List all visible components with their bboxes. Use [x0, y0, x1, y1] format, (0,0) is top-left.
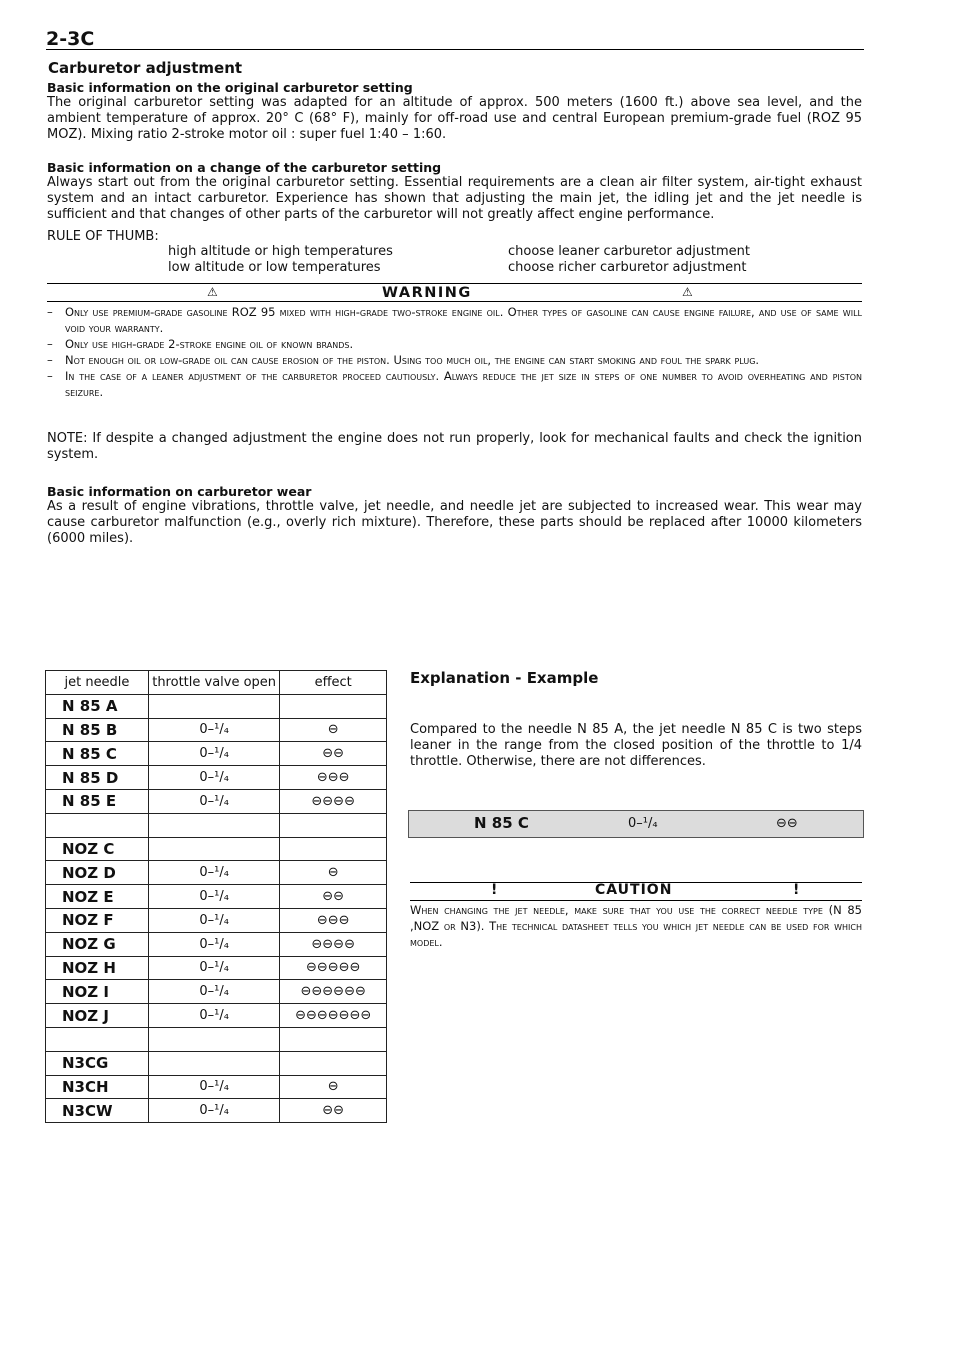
table-row — [46, 908, 387, 932]
table-row — [46, 694, 387, 718]
throttle-cell: 0–¹/₄ — [148, 861, 279, 885]
table-row — [46, 789, 387, 813]
throttle-cell — [148, 1051, 279, 1075]
warning-triangle-icon: ⚠ — [682, 285, 693, 299]
table-row — [46, 718, 387, 742]
example-row — [408, 810, 864, 838]
table-header-cell: throttle valve open — [148, 671, 279, 695]
throttle-cell: 0–¹/₄ — [148, 718, 279, 742]
caution-text: When changing the jet needle, make sure that you use the correct needle type (N 85 ,NOZ or N3). The technical datasheet tells you which jet needle can be used for which model. — [410, 903, 862, 949]
throttle-cell: 0–¹/₄ — [148, 1004, 279, 1028]
change-setting-text: Always start out from the original carburetor setting. Essential requirements are a clean air filter system, air-tight exhaust system and an intact carburetor. Experience has shown that adjusting the main jet, the idling jet and the jet needle is sufficient and that changes of other parts of the carburetor will not greatly affect engine performance. — [47, 175, 862, 222]
table-row — [46, 837, 387, 861]
throttle-cell: 0–¹/₄ — [148, 956, 279, 980]
effect-cell: ⊖⊖⊖ — [280, 908, 387, 932]
original-setting-heading: Basic information on the original carburetor setting — [47, 80, 413, 95]
warning-bottom-rule — [47, 301, 862, 302]
effect-cell — [280, 837, 387, 861]
needle-cell: NOZ E — [46, 885, 149, 909]
explanation-text: Compared to the needle N 85 A, the jet needle N 85 C is two steps leaner in the range from the closed position of the throttle to 1/4 throttle. Otherwise, there are not differences. — [410, 722, 862, 769]
rule-of-thumb-label: RULE OF THUMB: — [47, 229, 159, 244]
warning-item: – Only use premium-grade gasoline ROZ 95 mixed with high-grade two-stroke engine oil. Other types of gasoline can cause engine failure, and use of same will void your warranty. — [47, 305, 862, 335]
effect-cell: ⊖⊖⊖⊖ — [280, 932, 387, 956]
table-header-row — [46, 671, 387, 695]
effect-cell — [280, 1027, 387, 1051]
example-throttle: 0–¹/₄ — [628, 816, 658, 831]
needle-cell: N 85 C — [46, 742, 149, 766]
table-row — [46, 861, 387, 885]
throttle-cell: 0–¹/₄ — [148, 885, 279, 909]
rule-condition-high: high altitude or high temperatures — [168, 244, 393, 259]
throttle-cell: 0–¹/₄ — [148, 980, 279, 1004]
effect-cell: ⊖⊖⊖⊖⊖⊖⊖ — [280, 1004, 387, 1028]
table-row — [46, 956, 387, 980]
needle-cell: NOZ G — [46, 932, 149, 956]
needle-cell: N 85 D — [46, 766, 149, 790]
warning-list — [47, 304, 862, 400]
throttle-cell: 0–¹/₄ — [148, 766, 279, 790]
throttle-cell: 0–¹/₄ — [148, 908, 279, 932]
throttle-cell: 0–¹/₄ — [148, 789, 279, 813]
throttle-cell — [148, 694, 279, 718]
throttle-cell: 0–¹/₄ — [148, 742, 279, 766]
explanation-title: Explanation - Example — [410, 669, 599, 687]
effect-cell: ⊖⊖⊖⊖ — [280, 789, 387, 813]
table-row — [46, 1075, 387, 1099]
effect-cell — [280, 694, 387, 718]
table-row — [46, 1051, 387, 1075]
caution-marker: ! — [491, 882, 499, 898]
rule-condition-low: low altitude or low temperatures — [168, 260, 381, 275]
needle-cell: N3CW — [46, 1099, 149, 1123]
header-rule — [46, 49, 864, 50]
table-row — [46, 742, 387, 766]
throttle-cell: 0–¹/₄ — [148, 1075, 279, 1099]
table-row — [46, 1004, 387, 1028]
table-row — [46, 1099, 387, 1123]
needle-cell — [46, 813, 149, 837]
note-text: NOTE: If despite a changed adjustment the engine does not run properly, look for mechanical faults and check the ignition system. — [47, 431, 862, 462]
effect-cell: ⊖⊖ — [280, 742, 387, 766]
throttle-cell: 0–¹/₄ — [148, 1099, 279, 1123]
throttle-cell: 0–¹/₄ — [148, 932, 279, 956]
warning-item: – In the case of a leaner adjustment of the carburetor proceed cautiously. Always reduce the jet size in steps of one number to avoid overheating and piston seizure. — [47, 369, 862, 399]
needle-cell: N3CG — [46, 1051, 149, 1075]
table-row — [46, 1027, 387, 1051]
needle-cell: N 85 E — [46, 789, 149, 813]
caution-bottom-rule — [410, 900, 862, 901]
rule-action-richer: choose richer carburetor adjustment — [508, 260, 747, 275]
original-setting-text: The original carburetor setting was adapted for an altitude of approx. 500 meters (1600 ft.) above sea level, and the ambient temperature of approx. 20° C (68° F), mainly for off-road use and central European premium-grade fuel (ROZ 95 MOZ). Mixing ratio 2-stroke motor oil : super fuel 1:40 – 1:60. — [47, 95, 862, 142]
example-effect: ⊖⊖ — [776, 816, 798, 831]
warning-title: WARNING — [382, 285, 472, 301]
table-row — [46, 980, 387, 1004]
needle-cell: NOZ J — [46, 1004, 149, 1028]
caution-title: CAUTION — [595, 882, 673, 898]
table-header-cell: jet needle — [46, 671, 149, 695]
rule-conditions — [168, 244, 393, 276]
warning-item: – Not enough oil or low-grade oil can cause erosion of the piston. Using too much oil, the engine can start smoking and foul the spark plug. — [47, 353, 760, 367]
table-row — [46, 885, 387, 909]
jet-needle-table — [45, 670, 387, 1123]
table-row — [46, 813, 387, 837]
effect-cell — [280, 813, 387, 837]
needle-cell: NOZ H — [46, 956, 149, 980]
warning-item: – Only use high-grade 2-stroke engine oil of known brands. — [47, 337, 354, 351]
table-header-cell: effect — [280, 671, 387, 695]
effect-cell: ⊖⊖⊖⊖⊖ — [280, 956, 387, 980]
wear-text: As a result of engine vibrations, throttle valve, jet needle, and needle jet are subjected to increased wear. This wear may cause carburetor malfunction (e.g., overly rich mixture). Therefore, these parts should be replaced after 10000 kilometers (6000 miles). — [47, 499, 862, 546]
caution-marker: ! — [793, 882, 801, 898]
effect-cell: ⊖⊖ — [280, 885, 387, 909]
rule-actions — [508, 244, 750, 276]
effect-cell: ⊖ — [280, 1075, 387, 1099]
effect-cell: ⊖ — [280, 861, 387, 885]
needle-cell: NOZ F — [46, 908, 149, 932]
needle-cell: N3CH — [46, 1075, 149, 1099]
throttle-cell — [148, 837, 279, 861]
needle-cell: NOZ I — [46, 980, 149, 1004]
table-row — [46, 766, 387, 790]
warning-top-rule — [47, 283, 862, 284]
effect-cell: ⊖ — [280, 718, 387, 742]
throttle-cell — [148, 813, 279, 837]
wear-heading: Basic information on carburetor wear — [47, 484, 312, 499]
page-number: 2-3C — [46, 28, 95, 50]
table-row — [46, 932, 387, 956]
warning-triangle-icon: ⚠ — [207, 285, 218, 299]
effect-cell: ⊖⊖⊖⊖⊖⊖ — [280, 980, 387, 1004]
needle-cell: NOZ C — [46, 837, 149, 861]
effect-cell: ⊖⊖ — [280, 1099, 387, 1123]
change-setting-heading: Basic information on a change of the carburetor setting — [47, 160, 442, 175]
effect-cell — [280, 1051, 387, 1075]
effect-cell: ⊖⊖⊖ — [280, 766, 387, 790]
needle-cell — [46, 1027, 149, 1051]
rule-action-leaner: choose leaner carburetor adjustment — [508, 244, 750, 259]
section-title: Carburetor adjustment — [48, 59, 243, 77]
needle-cell: NOZ D — [46, 861, 149, 885]
example-needle: N 85 C — [474, 814, 529, 832]
throttle-cell — [148, 1027, 279, 1051]
needle-cell: N 85 B — [46, 718, 149, 742]
needle-cell: N 85 A — [46, 694, 149, 718]
